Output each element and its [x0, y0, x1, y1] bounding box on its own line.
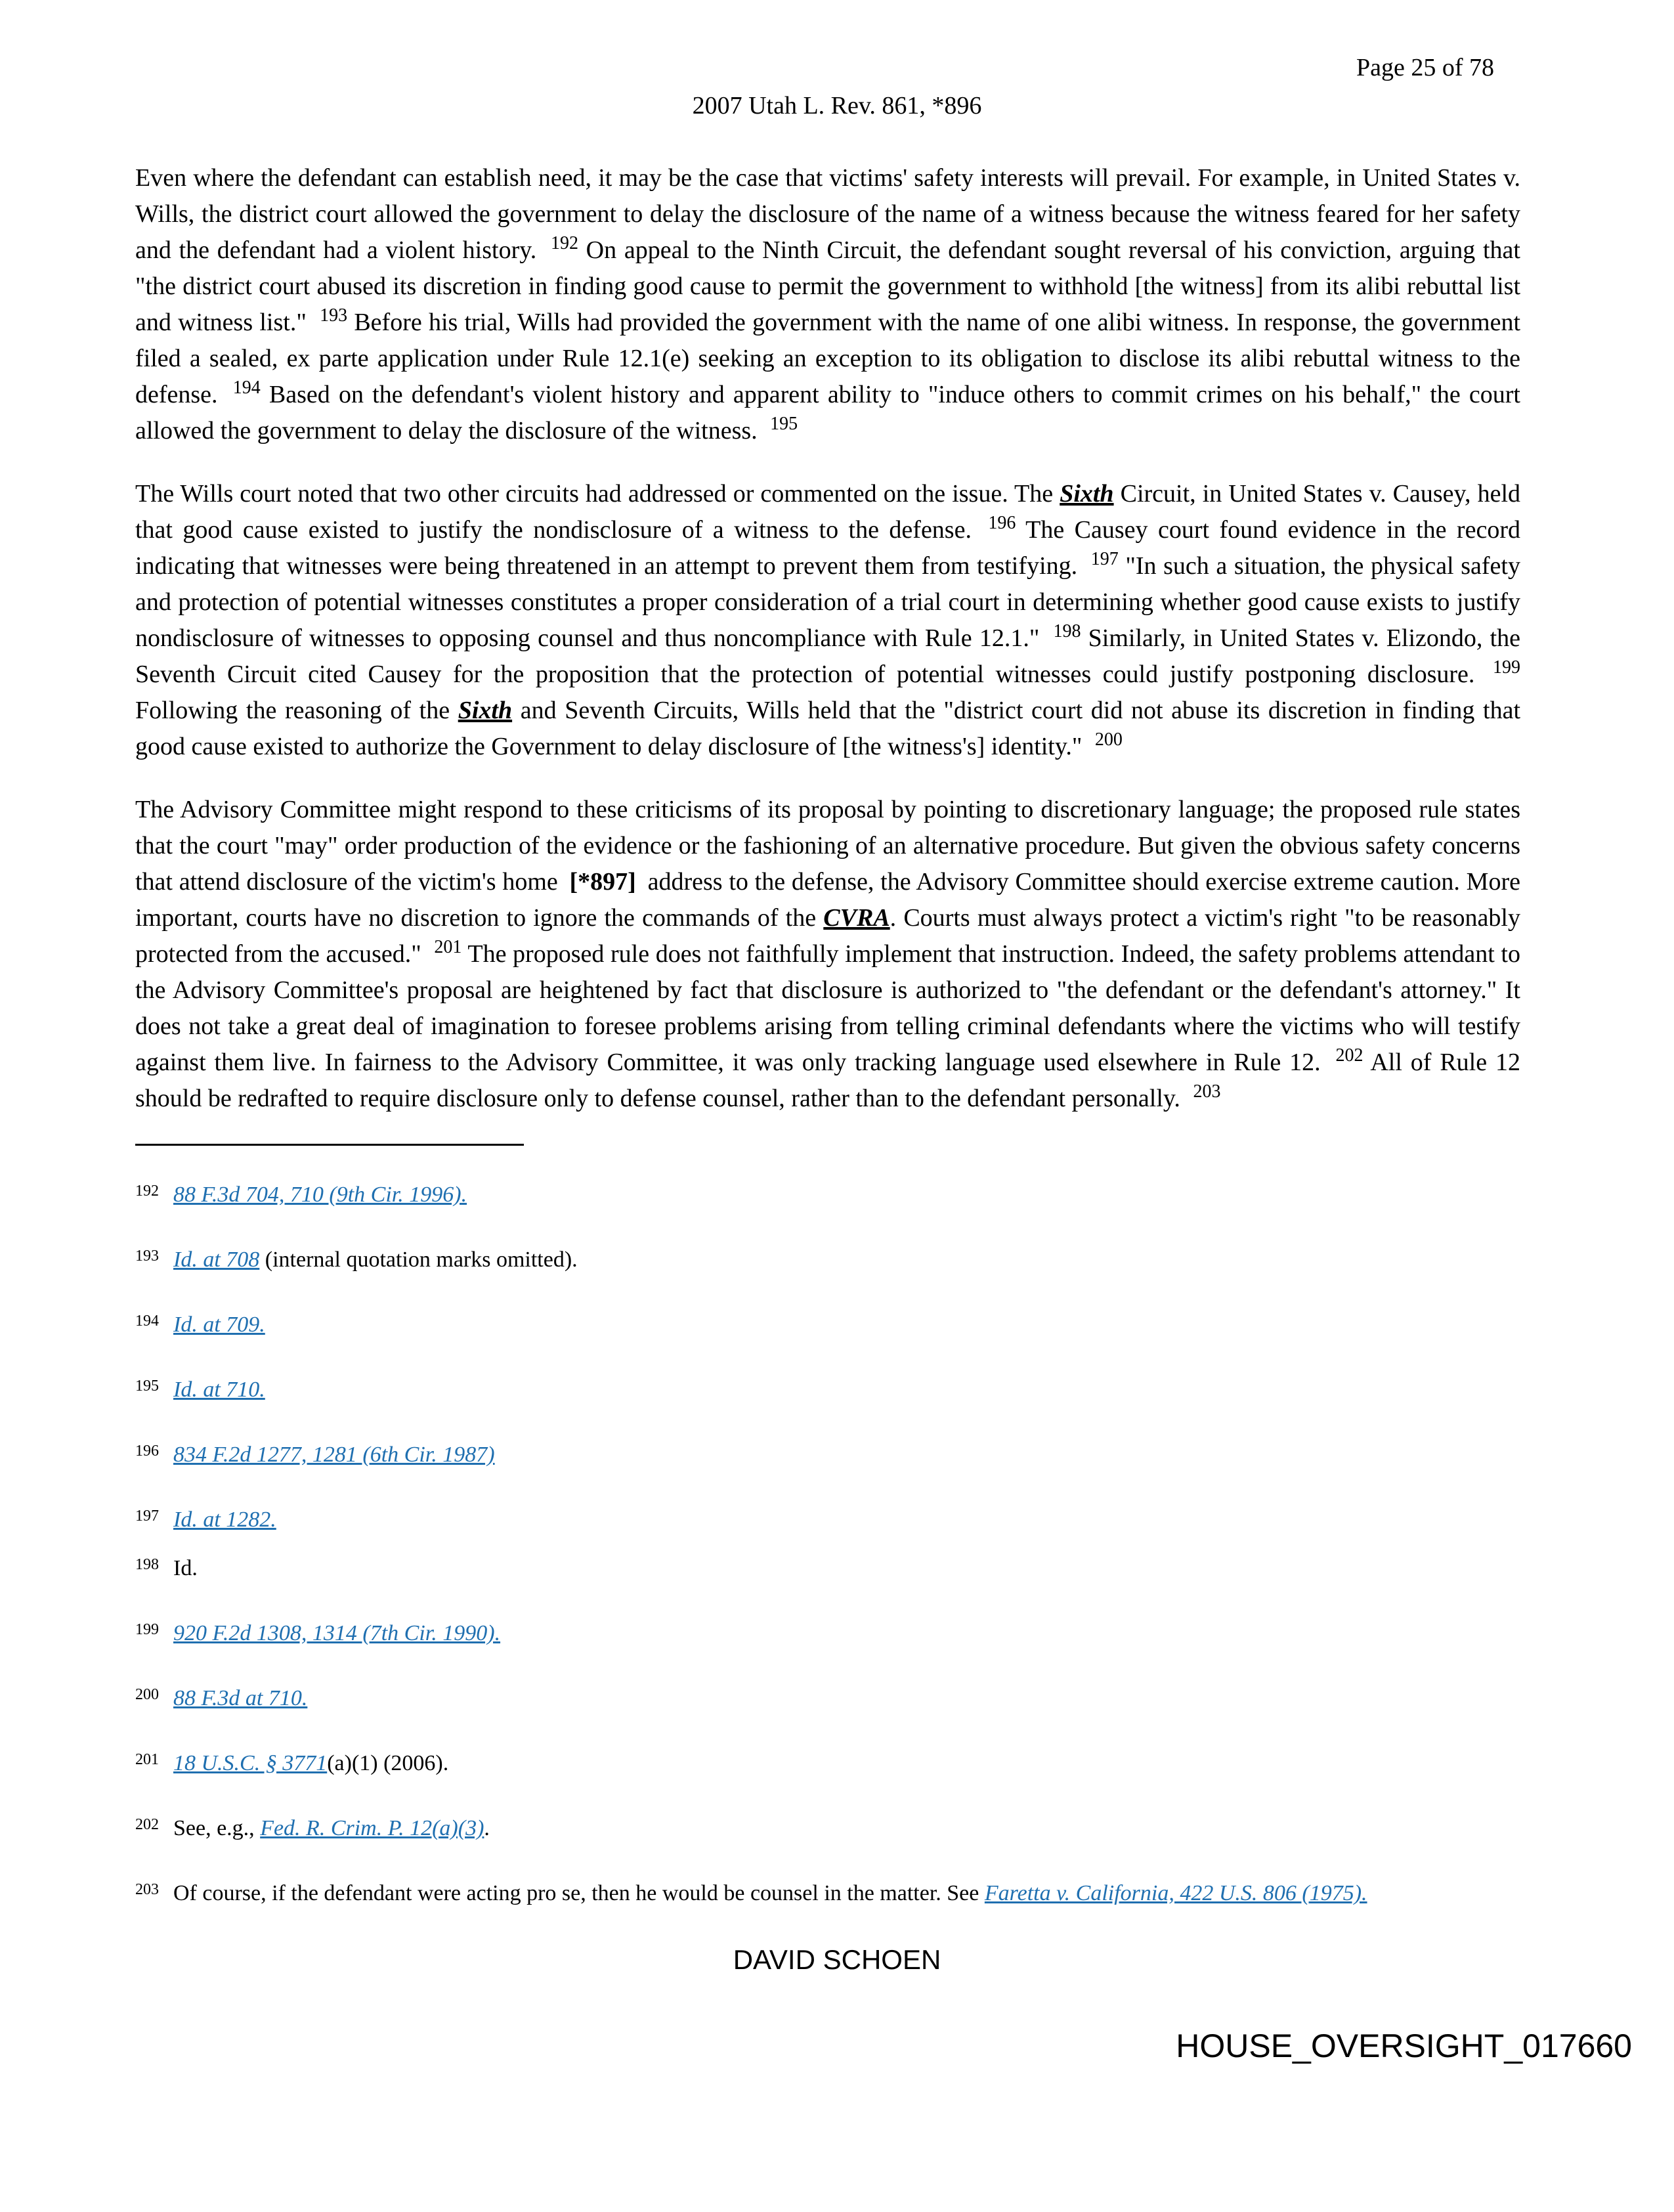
footnote-number: 200 — [135, 1686, 159, 1703]
paragraph-text: On appeal to the Ninth Circuit, the defendant sought reversal of his conviction, arguing that "the district court abused its discretion in finding good cause to permit the government to withhold [the witness] from its alibi rebuttal list and witness list." — [135, 236, 1520, 336]
footnote-text: See, e.g., — [173, 1816, 261, 1840]
page-pin-cite: [*897] — [569, 868, 636, 896]
footnote-reference[interactable]: 192 — [550, 233, 578, 254]
paragraph-text: . Courts must always protect a victim's right "to be reasonably protected from the accused." — [135, 904, 1520, 968]
footnote-number: 203 — [135, 1881, 159, 1898]
footnote-number: 194 — [135, 1312, 159, 1330]
footnote-reference[interactable]: 197 — [1090, 549, 1119, 570]
citation-link[interactable]: 834 F.2d 1277, 1281 (6th Cir. 1987) — [173, 1442, 495, 1467]
footnote-text: Id. — [173, 1556, 198, 1580]
footnote-text: Of course, if the defendant were acting pro se, then he would be counsel in the matter. See — [173, 1881, 985, 1905]
footnote-reference[interactable]: 201 — [434, 937, 462, 958]
footnote — [135, 1553, 1520, 1584]
paragraph-text: The proposed rule does not faithfully implement that instruction. Indeed, the safety problems attendant to the Advisory Committee's proposal are heightened by fact that disclosure is authorized to "the defendant or the defendant's attorney." It does not take a great deal of imagination to foresee problems arising from telling criminal defendants where the victims who will testify against them live. In fairness to the Advisory Committee, it was only tracking language used elsewhere in Rule 12. — [135, 940, 1520, 1076]
footnote-reference[interactable]: 195 — [770, 414, 798, 435]
footnote — [135, 1748, 1520, 1779]
paragraph-text: Based on the defendant's violent history and apparent ability to "induce others to commit crimes on his behalf," the court allowed the government to delay the disclosure of the witness. — [135, 381, 1520, 445]
body-text — [135, 160, 1520, 1117]
citation-link[interactable]: Fed. R. Crim. P. 12(a)(3) — [260, 1816, 484, 1840]
footnote — [135, 1245, 1520, 1275]
footnote-reference[interactable]: 203 — [1193, 1081, 1221, 1102]
paragraph-text: "In such a situation, the physical safety and protection of potential witnesses constitutes a proper consideration of a trial court in determining whether good cause exists to justify nondisclosure of witnesses to opposing counsel and thus noncompliance with Rule 12.1." — [135, 552, 1520, 652]
footnote-number: 202 — [135, 1816, 159, 1833]
footnote — [135, 1180, 1520, 1210]
footnote — [135, 1440, 1520, 1470]
citation-link[interactable]: Id. at 708 — [173, 1247, 260, 1272]
footnote — [135, 1813, 1520, 1844]
footnote-reference[interactable]: 194 — [232, 378, 261, 399]
footnote — [135, 1683, 1520, 1714]
paragraph-text: The Wills court noted that two other circuits had addressed or commented on the issue. The — [135, 480, 1060, 508]
footnote-reference[interactable]: 199 — [1493, 657, 1520, 678]
body-paragraph — [135, 160, 1520, 449]
paragraph-text: Even where the defendant can establish need, it may be the case that victims' safety interests will prevail. For example, in United States v. Wills, the district court allowed the government to delay the disclosure of the name of a witness because the witness feared for her safety and the defendant had a violent history. — [135, 164, 1520, 264]
footnote — [135, 1505, 1520, 1535]
footnote-number: 193 — [135, 1247, 159, 1265]
footnote-number: 192 — [135, 1182, 159, 1200]
footnote — [135, 1618, 1520, 1649]
footnote-divider — [135, 1144, 524, 1146]
footnote-number: 198 — [135, 1556, 159, 1573]
citation-link[interactable]: 88 F.3d at 710. — [173, 1686, 308, 1710]
paragraph-text: address to the defense, the Advisory Committee should exercise extreme caution. More important, courts have no discretion to ignore the commands of the — [135, 868, 1520, 932]
footer-author: DAVID SCHOEN — [733, 1944, 941, 1975]
citation-link[interactable]: 920 F.2d 1308, 1314 (7th Cir. 1990). — [173, 1621, 501, 1645]
citation-link[interactable]: 18 U.S.C. § 3771 — [173, 1751, 328, 1775]
footnote — [135, 1310, 1520, 1340]
footnote-text: (internal quotation marks omitted). — [259, 1247, 578, 1272]
footnote-number: 195 — [135, 1377, 159, 1395]
search-term-link[interactable]: Sixth — [1060, 480, 1114, 508]
citation-link[interactable]: Id. at 710. — [173, 1377, 265, 1402]
search-term-link[interactable]: Sixth — [458, 697, 513, 724]
paragraph-text: All of Rule 12 should be redrafted to require disclosure only to defense counsel, rather than to the defendant personally. — [135, 1049, 1520, 1112]
footnote-reference[interactable]: 202 — [1335, 1045, 1363, 1066]
footnote-number: 201 — [135, 1751, 159, 1768]
paragraph-text: Following the reasoning of the — [135, 697, 458, 724]
footnote-text: . — [484, 1816, 490, 1840]
paragraph-text: Similarly, in United States v. Elizondo, the Seventh Circuit cited Causey for the proposition that the protection of potential witnesses could justify postponing disclosure. — [135, 624, 1521, 688]
page-number: Page 25 of 78 — [1356, 54, 1494, 81]
paragraph-text: The Advisory Committee might respond to these criticisms of its proposal by pointing to discretionary language; the proposed rule states that the court "may" order production of the evidence or the fashioning of an alternative procedure. But given the obvious safety concerns that attend disclosure of the victim's home — [135, 796, 1520, 896]
paragraph-text: and Seventh Circuits, Wills held that the "district court did not abuse its discretion in finding that good cause existed to authorize the Government to delay disclosure of [the witness's] identity." — [135, 697, 1520, 760]
footnote-text: (a)(1) (2006). — [327, 1751, 449, 1775]
footnote — [135, 1375, 1520, 1405]
citation-link[interactable]: Id. at 709. — [173, 1312, 265, 1337]
citation-link[interactable]: 88 F.3d 704, 710 (9th Cir. 1996). — [173, 1182, 467, 1207]
footnote-reference[interactable]: 193 — [320, 305, 348, 326]
footnote-reference[interactable]: 200 — [1094, 729, 1123, 750]
paragraph-text: Circuit, in United States v. Causey, held that good cause existed to justify the nondisclosure of a witness to the defense. — [135, 480, 1520, 544]
citation-link[interactable]: Id. at 1282. — [173, 1507, 276, 1532]
footnote-number: 197 — [135, 1507, 159, 1525]
footnote-reference[interactable]: 198 — [1053, 621, 1081, 642]
running-citation-header: 2007 Utah L. Rev. 861, *896 — [692, 92, 982, 119]
footnote-number: 196 — [135, 1442, 159, 1460]
paragraph-text: Before his trial, Wills had provided the government with the name of one alibi witness. In response, the government filed a sealed, ex parte application under Rule 12.1(e) seeking an exception to its obligation to disclose its alibi rebuttal witness to the defense. — [135, 309, 1520, 408]
footnote-reference[interactable]: 196 — [988, 513, 1016, 534]
footnotes-section — [135, 1180, 1520, 1909]
search-term-link[interactable]: CVRA — [823, 904, 890, 932]
body-paragraph — [135, 792, 1520, 1117]
bates-number: HOUSE_OVERSIGHT_017660 — [1176, 2028, 1632, 2064]
footnote-number: 199 — [135, 1621, 159, 1638]
footnote — [135, 1878, 1520, 1909]
paragraph-text: The Causey court found evidence in the record indicating that witnesses were being threatened in an attempt to prevent them from testifying. — [135, 516, 1520, 580]
citation-link[interactable]: Faretta v. California, 422 U.S. 806 (1975). — [984, 1881, 1367, 1905]
body-paragraph — [135, 476, 1520, 765]
